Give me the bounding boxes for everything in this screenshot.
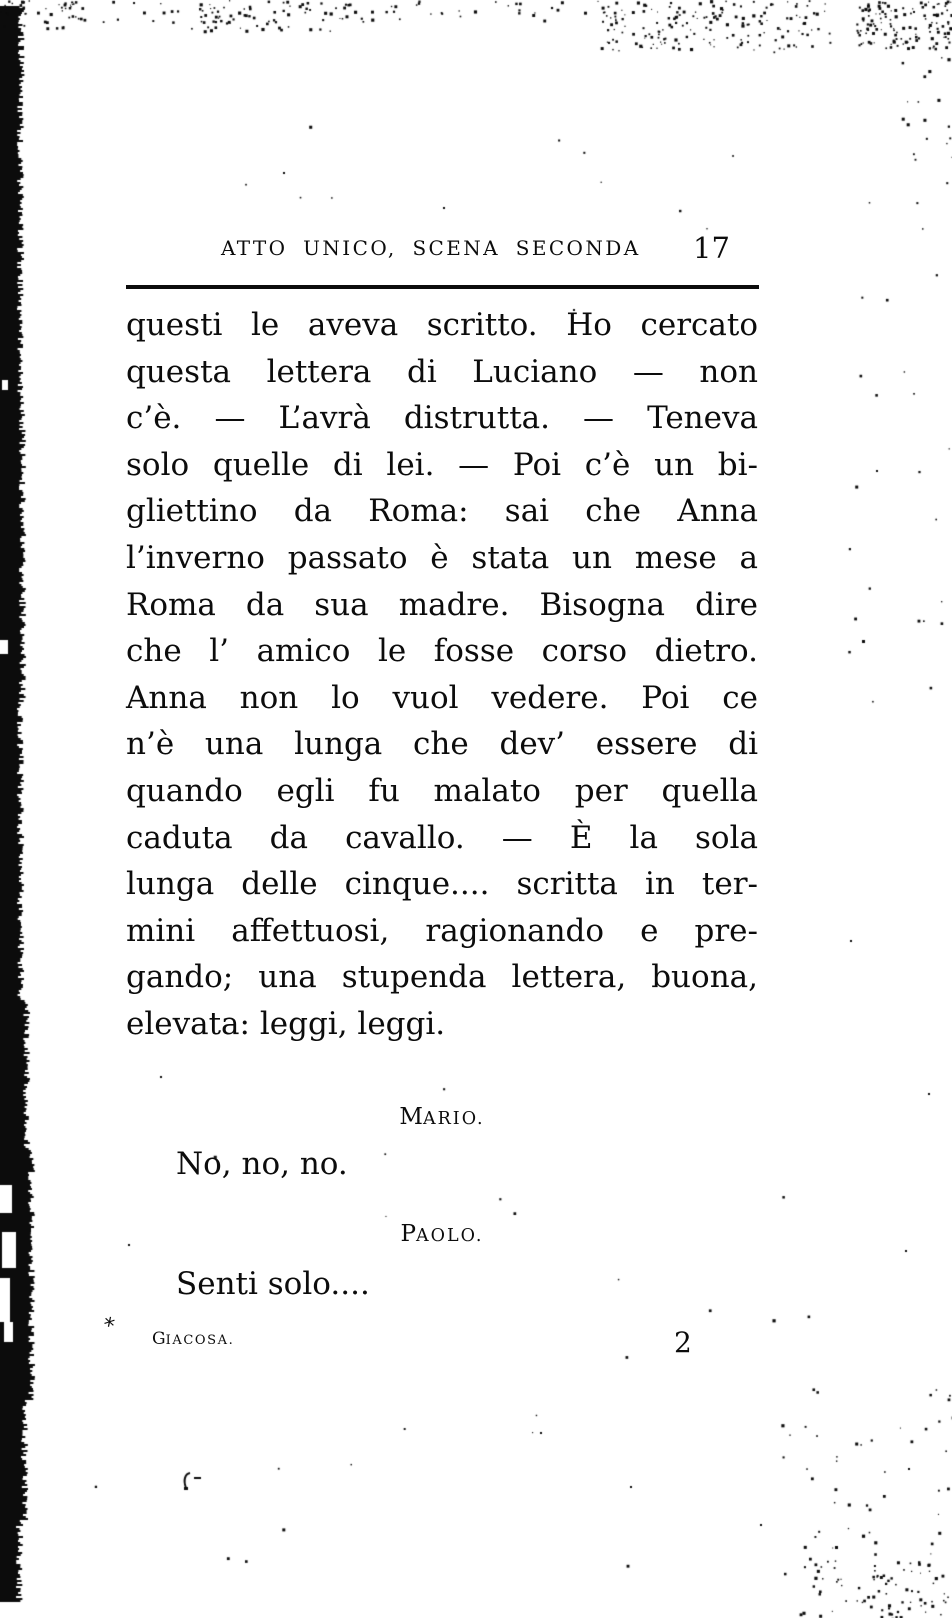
- body-text-line: solo quelle di lei. — Poi c’è un bi-: [126, 446, 758, 483]
- page-number: 17: [693, 231, 730, 265]
- speaker-name-mario: [126, 1104, 758, 1130]
- body-text-line: lunga delle cinque.... scritta in ter-: [126, 866, 758, 903]
- body-text-line: mini affettuosi, ragionando e pre-: [126, 912, 758, 949]
- body-text-block: [126, 302, 758, 1048]
- speaker-initial: P: [400, 1221, 416, 1247]
- speaker-name-paolo: [126, 1221, 758, 1247]
- body-text-line: questa lettera di Luciano — non: [126, 353, 758, 390]
- body-text-line: caduta da cavallo. — È la sola: [126, 819, 758, 856]
- running-title: ATTO UNICO, SCENA SECONDA: [221, 236, 641, 260]
- body-text-line: che l’ amico le fosse corso dietro.: [126, 633, 758, 670]
- header-rule: [126, 285, 759, 289]
- sheet-number: 2: [674, 1326, 692, 1359]
- body-text-line: gando; una stupenda lettera, buona,: [126, 959, 758, 996]
- signature-rest: IACOSA.: [165, 1333, 235, 1348]
- speaker-rest: AOLO.: [415, 1226, 484, 1246]
- body-text-line: l’inverno passato è stata un mese a: [126, 539, 758, 576]
- body-text-line: Anna non lo vuol vedere. Poi ce: [126, 679, 758, 716]
- body-text-line: elevata: leggi, leggi.: [126, 1005, 446, 1042]
- dialogue-line: No, no, no.: [176, 1146, 348, 1182]
- signature-initial: G: [152, 1329, 166, 1349]
- body-text-line: questi le aveva scritto. Ho cercato: [126, 307, 758, 343]
- body-text-line: gliettino da Roma: sai che Anna: [126, 493, 758, 530]
- author-signature: [152, 1329, 234, 1349]
- body-text-line: Roma da sua madre. Bisogna dire: [126, 586, 758, 623]
- speaker-rest: ARIO.: [422, 1109, 485, 1129]
- body-text-line: quando egli fu malato per quella: [126, 772, 758, 809]
- body-text-line: c’è. — L’avrà distrutta. — Teneva: [126, 400, 758, 437]
- speaker-initial: M: [399, 1104, 423, 1130]
- dialogue-line: Senti solo....: [176, 1266, 370, 1302]
- printer-mark: *: [100, 1313, 117, 1340]
- body-text-line: n’è una lunga che dev’ essere di: [126, 726, 758, 763]
